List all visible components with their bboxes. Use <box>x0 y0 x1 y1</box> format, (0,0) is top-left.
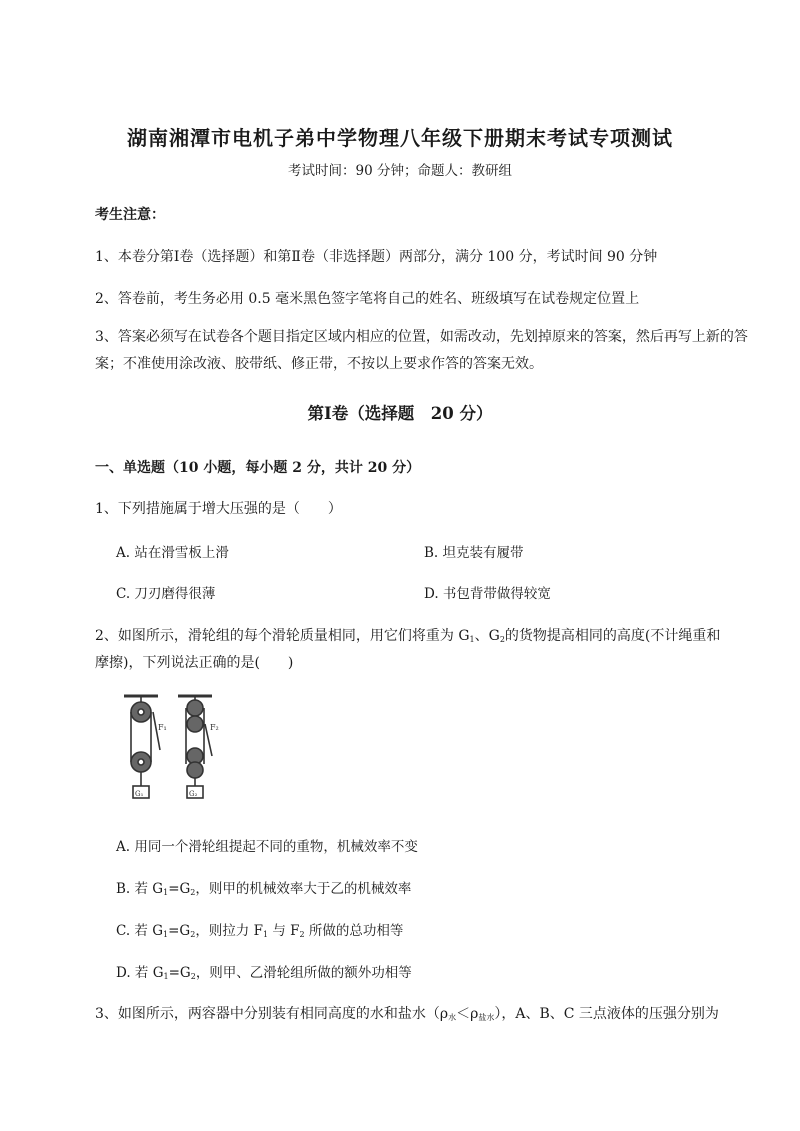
label-g2: G₂ <box>189 790 198 798</box>
notice-heading: 考生注意： <box>95 207 165 223</box>
section-title: 第Ⅰ卷（选择题 20 分） <box>307 404 493 423</box>
notice-item: 3、答案必须写在试卷各个题目指定区域内相应的位置，如需改动，先划掉原来的答案，然后再写上新的答案；不准使用涂改液、胶带纸、修正带，不按以上要求作答的答案无效。 <box>95 329 748 372</box>
exam-info: 考试时间：90 分钟；命题人：教研组 <box>288 163 512 179</box>
question-3-stem: 3、如图所示，两容器中分别装有相同高度的水和盐水$(\rho_水<\rho_{盐水})$，A、B、C 三点液体的压强分别为 <box>95 1006 719 1022</box>
label-f2: F₂ <box>210 723 219 732</box>
label-f1: F₁ <box>158 723 167 732</box>
notice-item: 2、答卷前，考生务必用 0.5 毫米黑色签字笔将自己的姓名、班级填写在试卷规定位置上 <box>95 291 640 307</box>
q1-option-c: C. 刀刃磨得很薄 <box>116 586 216 602</box>
page-title: 湖南湘潭市电机子弟中学物理八年级下册期末考试专项测试 <box>127 126 673 150</box>
pulley-figure <box>116 690 236 810</box>
q2-option-a: A. 用同一个滑轮组提起不同的重物，机械效率不变 <box>116 839 418 855</box>
question-2-stem-line2: 摩擦)，下列说法正确的是( ) <box>95 655 294 671</box>
notice-item: 1、本卷分第Ⅰ卷（选择题）和第Ⅱ卷（非选择题）两部分，满分 100 分，考试时间 90 分钟 <box>95 249 658 265</box>
label-g1: G₁ <box>135 790 144 798</box>
q1-option-d: D. 书包背带做得较宽 <box>424 586 551 602</box>
q2-option-b: B. 若 $G_1=G_2$，则甲的机械效率大于乙的机械效率 <box>116 881 412 897</box>
question-1-stem: 1、下列措施属于增大压强的是（ ） <box>95 501 342 517</box>
question-2-stem: 2、如图所示，滑轮组的每个滑轮质量相同，用它们将重为 $G_1$、$G_2$的货物提高相同的高度(不计绳重和 <box>95 628 721 644</box>
part-heading: 一、单选题（10 小题，每小题 2 分，共计 20 分） <box>95 460 421 476</box>
q2-option-d: D. 若 $G_1=G_2$，则甲、乙滑轮组所做的额外功相等 <box>116 965 412 981</box>
q1-option-a: A. 站在滑雪板上滑 <box>116 545 229 561</box>
q1-option-b: B. 坦克装有履带 <box>424 545 524 561</box>
q2-option-c: C. 若 $G_1=G_2$，则拉力 $F_1$ 与 $F_2$ 所做的总功相等 <box>116 923 404 939</box>
